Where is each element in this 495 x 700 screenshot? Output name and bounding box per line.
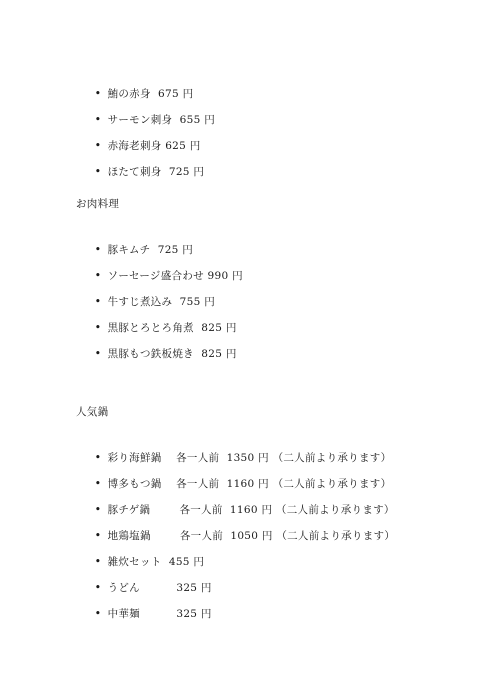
menu-item-text: 牛すじ煮込み 755 円 [107,296,216,308]
bullet-icon: • [94,451,102,464]
menu-item [80,324,237,360]
menu-item-text: うどん 325 円 [107,582,212,594]
bullet-icon: • [94,503,102,516]
menu-item-text: 鮪の赤身 675 円 [107,88,194,100]
menu-item [80,584,212,620]
menu-item-text: 博多もつ鍋 各一人前 1160 円 （二人前より承ります） [107,478,392,490]
bullet-icon: • [94,477,102,490]
menu-item [80,220,194,256]
menu-item-text: 彩り海鮮鍋 各一人前 1350 円 （二人前より承ります） [107,452,392,464]
bullet-icon: • [94,607,102,620]
bullet-icon: • [94,347,102,360]
menu-item-text: 黒豚とろとろ角煮 825 円 [107,322,237,334]
menu-item-text: 赤海老刺身 625 円 [107,140,201,152]
menu-item-text: 地鶏塩鍋 各一人前 1050 円 （二人前より承ります） [107,530,396,542]
menu-item-text: 豚キムチ 725 円 [107,244,194,256]
menu-item-text: 豚チゲ鍋 各一人前 1160 円 （二人前より承ります） [107,504,395,516]
menu-item-text: 黒豚もつ鉄板焼き 825 円 [107,348,237,360]
menu-item [80,246,243,282]
bullet-icon: • [94,139,102,152]
menu-item [80,116,201,152]
bullet-icon: • [94,295,102,308]
menu-item [80,272,216,308]
bullet-icon: • [94,321,102,334]
bullet-icon: • [94,243,102,256]
menu-item [80,558,212,594]
menu-item [80,428,392,464]
menu-item [80,90,216,126]
menu-item-text: ほたて刺身 725 円 [107,166,205,178]
bullet-icon: • [94,581,102,594]
menu-item [80,532,205,568]
menu-item [80,506,396,542]
bullet-icon: • [94,529,102,542]
bullet-icon: • [94,87,102,100]
menu-item-text: 中華麺 325 円 [107,608,212,620]
bullet-icon: • [94,555,102,568]
section-heading-hotpot: 人気鍋 [76,406,109,418]
bullet-icon: • [94,113,102,126]
menu-item [80,298,237,334]
menu-item-text: サーモン刺身 655 円 [107,114,216,126]
section-heading-meat: お肉料理 [76,198,120,210]
menu-item [80,480,395,516]
menu-item-text: 雑炊セット 455 円 [107,556,205,568]
menu-item [80,64,194,100]
bullet-icon: • [94,269,102,282]
menu-item [80,142,205,178]
bullet-icon: • [94,165,102,178]
menu-item-text: ソーセージ盛合わせ 990 円 [107,270,243,282]
menu-item [80,454,392,490]
